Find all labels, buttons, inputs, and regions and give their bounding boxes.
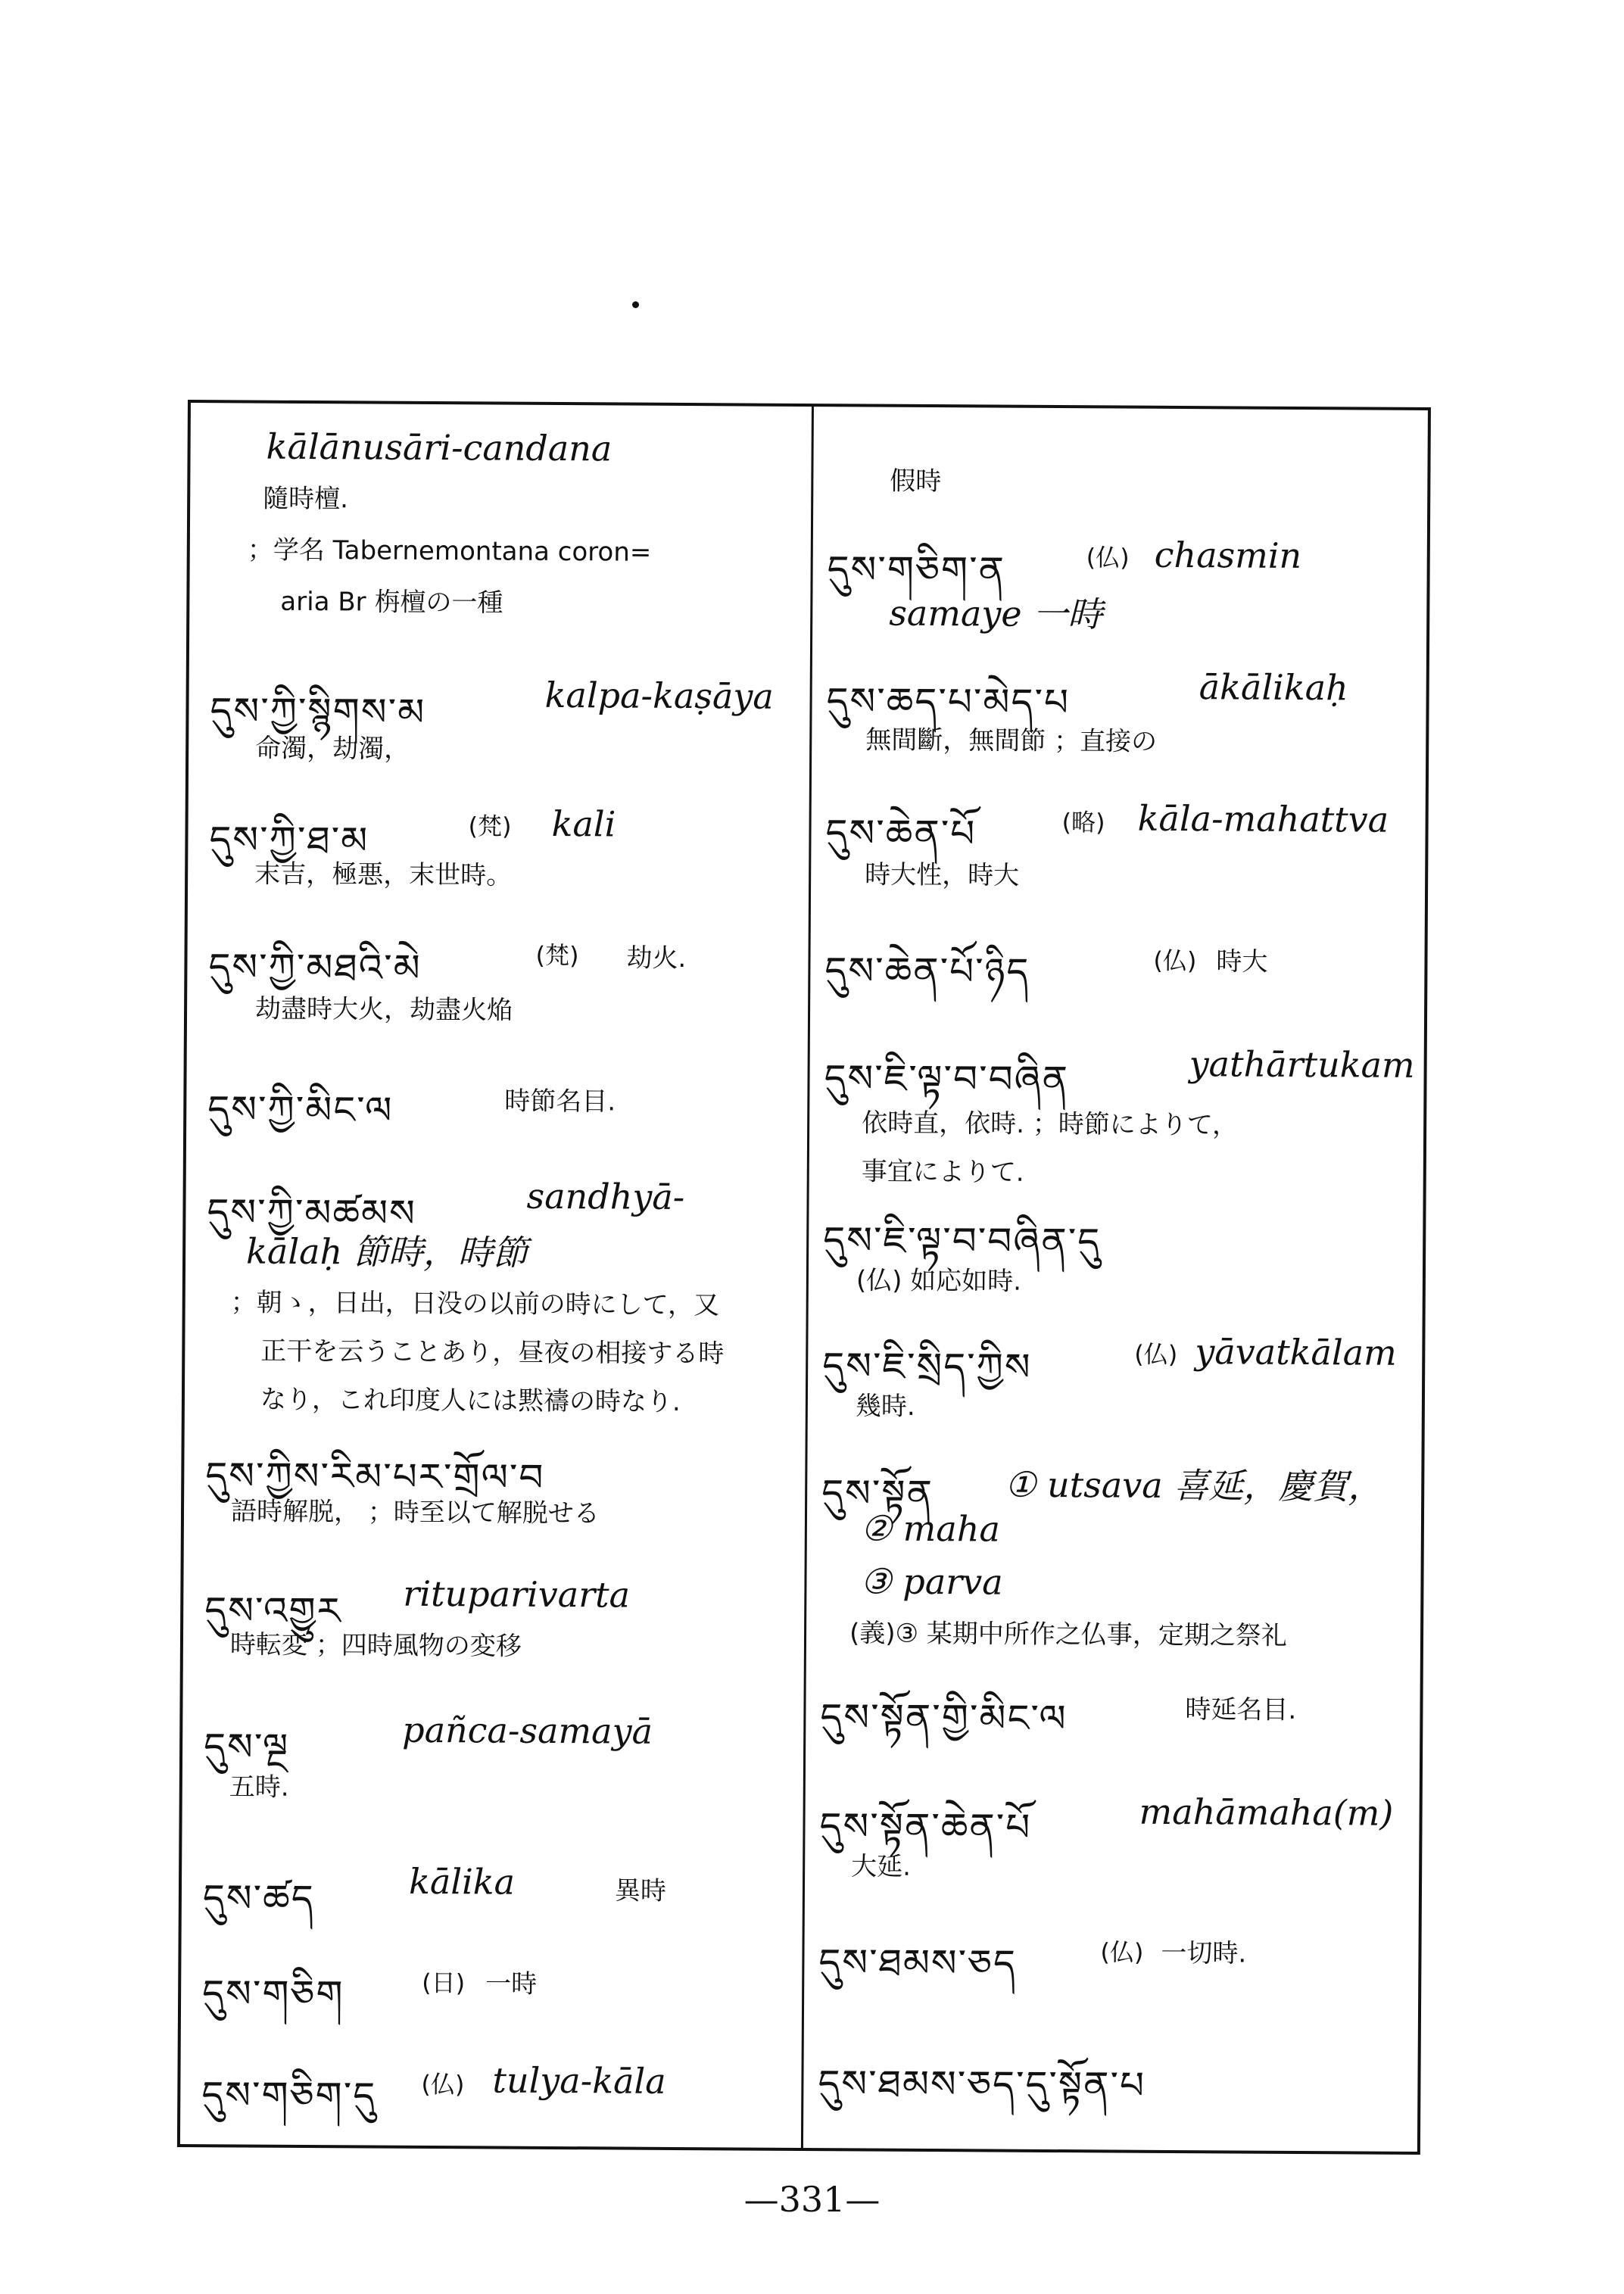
tibetan-headword: དུས་ཐམས་ཅད: [818, 1940, 1018, 1986]
tibetan-headword: དུས་ལྔ: [203, 1725, 290, 1769]
romanized-term: kali: [551, 803, 616, 845]
romanized-term: sandhyā-: [526, 1175, 685, 1218]
romanized-term: tulya-kāla: [492, 2059, 666, 2102]
gloss-line: 假時: [890, 466, 942, 497]
entry-one-time: [181, 1952, 800, 2017]
language-tag: (仏): [421, 2069, 465, 2099]
romanized-term: yathārtukam: [1189, 1043, 1415, 1086]
gloss-line: 無間斷，無間節 ；直接の: [865, 725, 1158, 757]
language-tag: (梵): [468, 812, 512, 841]
tibetan-headword: དུས་ཀྱི་སྙིགས་མ: [210, 689, 426, 734]
headword-gloss: 劫火.: [626, 943, 687, 974]
entry-chasmin-samaye: [814, 528, 1430, 635]
gloss-line: 依時直，依時. ；時節によりて，: [862, 1108, 1239, 1141]
gloss-line: 事宜によりて.: [861, 1156, 1024, 1188]
tibetan-headword: དུས་ཇི་སྲིད་ཀྱིས: [822, 1344, 1032, 1389]
language-tag: (仏): [1134, 1339, 1178, 1370]
tibetan-headword: དུས་ཇི་ལྟ་བ་བཞིན: [824, 1056, 1070, 1102]
gloss-line: samaye 一時: [889, 592, 1103, 635]
gloss-line: 幾時.: [855, 1391, 915, 1422]
romanized-term: kālika: [408, 1860, 516, 1903]
tibetan-headword: དུས་ཚད: [202, 1876, 315, 1922]
tibetan-headword: དུས་ཆེན་པོ: [825, 811, 977, 856]
entry-yavatkalam: [809, 1324, 1426, 1422]
language-tag: (仏): [1153, 946, 1197, 976]
tibetan-headword: དུས་གཅིག་ན: [827, 547, 1006, 593]
entry-kala-mahattva: [812, 791, 1429, 891]
gloss-line: (義)③ 某期中所作之仏事，定期之祭礼: [849, 1618, 1288, 1651]
romanized-term: yāvatkālam: [1195, 1331, 1397, 1373]
right-column: [804, 407, 1431, 2152]
tibetan-headword: དུས་ཆད་པ་མེད་པ: [826, 679, 1071, 725]
gloss-line: ② maha: [860, 1507, 1001, 1550]
entry-sandhya: [186, 1170, 806, 1417]
tibetan-headword: དུས་གཅིག་དུ: [201, 2073, 377, 2118]
tibetan-headword: དུས་ཀྱི་མིང་ལ: [207, 1087, 394, 1133]
entry-season-names: [187, 1068, 806, 1133]
language-tag: (梵): [535, 940, 579, 971]
language-tag: (略): [1061, 808, 1105, 837]
gloss-line: 劫盡時大火，劫盡火焔: [254, 993, 513, 1026]
gloss-line: 時大性，時大: [865, 859, 1020, 891]
entry-akalikah: [813, 659, 1429, 757]
entry-kali: [189, 798, 808, 891]
headword-gloss: ① utsava 喜延，慶賀，: [1005, 1463, 1383, 1507]
page-number: —331—: [743, 2179, 881, 2220]
tibetan-headword: དུས་སྟོན: [821, 1471, 934, 1516]
headword-gloss: 異時: [614, 1875, 667, 1906]
gloss-line: ③ parva: [860, 1560, 1003, 1603]
romanized-term: rituparivarta: [403, 1572, 631, 1616]
gloss-line: なり，これ印度人には黙禱の時なり.: [260, 1384, 681, 1417]
dictionary-frame: [177, 400, 1431, 2155]
tibetan-headword: དུས་ཀྱིས་རིམ་པར་གྲོལ་བ: [205, 1454, 545, 1500]
gloss-line: 正干を云うことあり，昼夜の相接する時: [260, 1336, 725, 1370]
entry-kalanusari: [191, 425, 810, 619]
gloss-line: 五時.: [229, 1772, 289, 1803]
romanized-term: chasmin: [1154, 534, 1302, 576]
entry-yathartukam: [811, 1036, 1427, 1188]
gloss-line: (仏) 如応如時.: [856, 1265, 1022, 1297]
gloss-line: ；学名 Tabernemontana coron=: [247, 535, 652, 568]
entry-utsava: [809, 1451, 1425, 1651]
language-tag: (仏): [1086, 543, 1130, 572]
entry-all-times: [806, 1921, 1422, 1986]
headword-gloss: 一時: [485, 1968, 538, 1999]
entry-as-appropriate: [810, 1198, 1426, 1297]
left-column: [180, 403, 810, 2148]
gloss-line: ；朝ゝ，日出，日没の以前の時にして，又: [230, 1287, 720, 1321]
romanized-term: mahāmaha(m): [1139, 1791, 1394, 1834]
gloss-line: 命濁，劫濁，: [255, 733, 410, 765]
entry-kalika: [182, 1856, 801, 1922]
entry-timely-liberation: [185, 1434, 804, 1529]
entry-panca-samaya: [182, 1705, 802, 1803]
romanized-term: ākālikaḥ: [1199, 666, 1348, 709]
tibetan-headword: དུས་འགྱུར: [204, 1588, 342, 1634]
tibetan-headword: དུས་ཀྱི་ཐ་མ: [209, 818, 369, 863]
tibetan-headword: དུས་གཅིག: [201, 1971, 344, 2017]
entry-all-times-teaching: [805, 2042, 1421, 2108]
tibetan-headword: དུས་ཐམས་ཅད་དུ་སྟོན་པ: [818, 2062, 1146, 2108]
tibetan-headword: དུས་ཀྱི་མཚམས: [207, 1190, 417, 1236]
tibetan-headword: དུས་སྟོན་ཆེན་པོ: [819, 1804, 1032, 1850]
tibetan-headword: དུས་ཀྱི་མཐའི་མེ: [208, 945, 422, 990]
entry-tulya-kala: [181, 2053, 800, 2118]
gloss-line: 語時解脱， ；時至以て解脱せる: [230, 1496, 600, 1529]
gloss-line: 末吉，極悪，末世時。: [254, 859, 513, 891]
gloss-line: kālaḥ 節時，時節: [245, 1230, 528, 1273]
entry-kalpa-kasaya: [189, 669, 809, 765]
entry-mahamaha: [806, 1784, 1423, 1882]
entry-kalpa-fire: [188, 925, 807, 1026]
entry-rituparivarta: [184, 1569, 803, 1662]
headword-gloss: 時大: [1216, 946, 1268, 977]
romanized-term: kalpa-kaṣāya: [544, 674, 774, 717]
entry-provisional-time: [815, 460, 1431, 497]
language-tag: (仏): [1100, 1937, 1144, 1967]
headword-gloss: 一切時.: [1161, 1937, 1247, 1969]
gloss-line: 時転変 ；四時風物の変移: [229, 1629, 522, 1662]
tibetan-headword: དུས་ཆེན་པོ་ཉིད: [824, 949, 1030, 994]
tibetan-headword: དུས་སྟོན་གྱི་མིང་ལ: [820, 1695, 1068, 1741]
entry-kala-great: [812, 929, 1428, 994]
romanized-term: kāla-mahattva: [1137, 797, 1389, 840]
gloss-line: kālānusāri-candana: [266, 425, 613, 469]
headword-gloss: 時延名目.: [1185, 1694, 1297, 1725]
gloss-line: 隨時檀.: [263, 483, 349, 515]
tibetan-headword: དུས་ཇི་ལྟ་བ་བཞིན་དུ: [823, 1218, 1102, 1264]
stray-dot: [632, 301, 639, 308]
language-tag: (日): [422, 1968, 466, 1998]
gloss-line: aria Br 栴檀の一種: [280, 586, 503, 619]
romanized-term: pañca-samayā: [402, 1709, 653, 1752]
headword-gloss: 時節名目.: [504, 1086, 616, 1117]
gloss-line: 大延.: [851, 1851, 912, 1882]
entry-festival-names: [807, 1675, 1423, 1741]
